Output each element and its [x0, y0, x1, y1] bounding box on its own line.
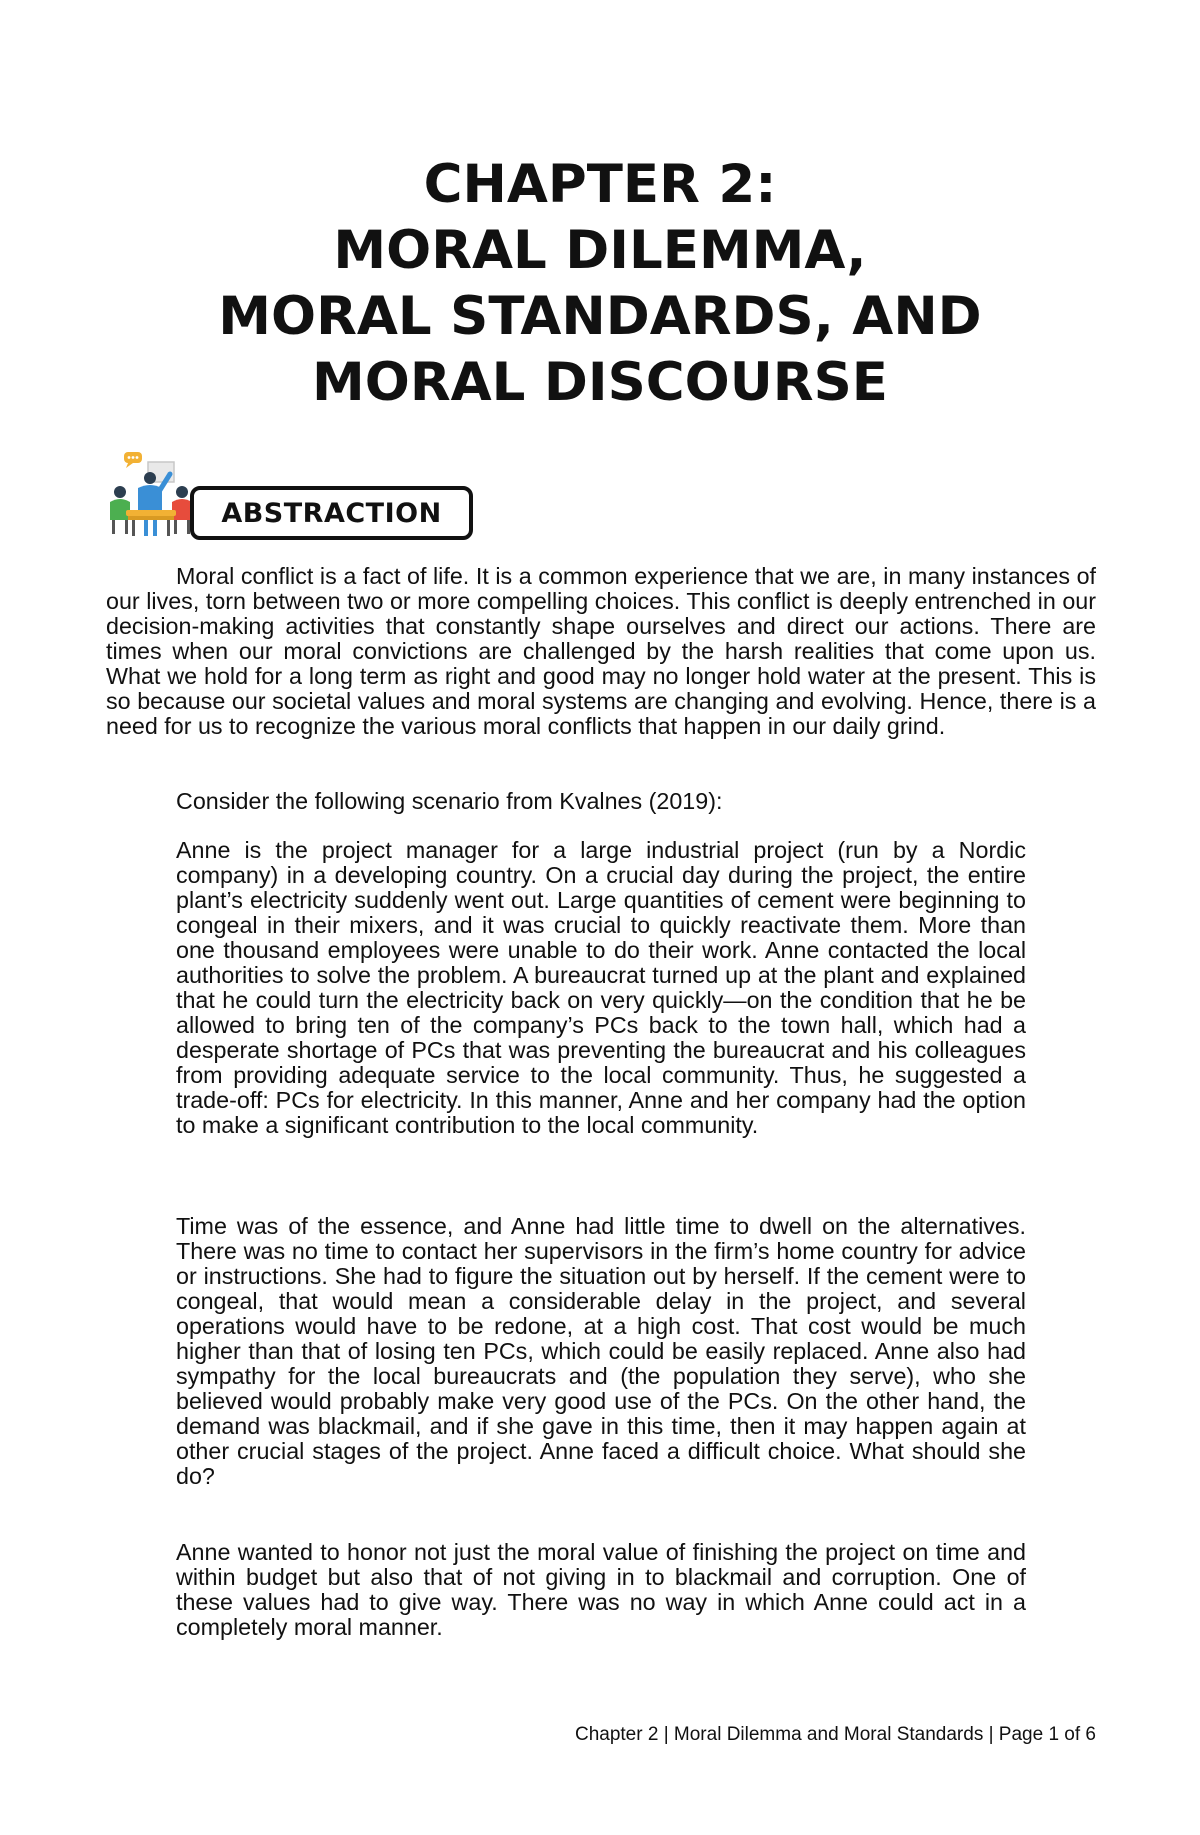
scenario-paragraph: Time was of the essence, and Anne had little time to dwell on the alternatives. There was no time to contact her supervisors in the firm’s home country for advice or instructions. She had to figure the situation out by herself. If the cement were to congeal, that would mean a considerable delay in the project, and several operations would have to be redone, at a high cost. That cost would be much higher than that of losing ten PCs, which could be easily replaced. Anne also had sympathy for the local bureaucrats and (the population they serve), who she believed would probably make very good use of the PCs. On the other hand, the demand was blackmail, and if she gave in this time, then it may happen again at other crucial stages of the project. Anne faced a difficult choice. What should she do?	[176, 1213, 1026, 1489]
chapter-title-line: MORAL DISCOURSE	[312, 352, 888, 413]
scenario-intro: Consider the following scenario from Kvalnes (2019):	[176, 788, 723, 814]
scenario-paragraph: Anne wanted to honor not just the moral value of finishing the project on time and within budget but also that of not giving in to blackmail and corruption. One of these values had to give way. There was no way in which Anne could act in a completely moral manner.	[176, 1539, 1026, 1640]
chapter-title-line: MORAL STANDARDS, AND	[218, 286, 982, 347]
chapter-title	[0, 152, 1200, 416]
section-header	[106, 448, 486, 548]
chapter-title-line: MORAL DILEMMA,	[333, 220, 867, 281]
page-footer: Chapter 2 | Moral Dilemma and Moral Standards | Page 1 of 6	[574, 1724, 1096, 1745]
scenario-paragraph: Anne is the project manager for a large industrial project (run by a Nordic company) in a developing country. On a crucial day during the project, the entire plant’s electricity suddenly went out. Large quantities of cement were beginning to congeal in their mixers, and it was crucial to quickly reactivate them. More than one thousand employees were unable to do their work. Anne contacted the local authorities to solve the problem. A bureaucrat turned up at the plant and explained that he could turn the electricity back on very quickly—on the condition that he be allowed to bring ten of the company’s PCs back to the town hall, which had a desperate shortage of PCs that was preventing the bureaucrat and his colleagues from providing adequate service to the local community. Thus, he suggested a trade-off: PCs for electricity. In this manner, Anne and her company had the option to make a significant contribution to the local community.	[176, 837, 1026, 1138]
section-label: ABSTRACTION	[190, 486, 473, 540]
intro-paragraph: Moral conflict is a fact of life. It is a common experience that we are, in many instances of our lives, torn between two or more compelling choices. This conflict is deeply entrenched in our decision-making activities that constantly shape ourselves and direct our actions. There are times when our moral convictions are challenged by the harsh realities that come upon us. What we hold for a long term as right and good may no longer hold water at the present. This is so because our societal values and moral systems are changing and evolving. Hence, there is a need for us to recognize the various moral conflicts that happen in our daily grind.	[106, 563, 1096, 739]
chapter-title-line: CHAPTER 2:	[423, 154, 777, 215]
discussion-group-icon	[106, 448, 196, 548]
